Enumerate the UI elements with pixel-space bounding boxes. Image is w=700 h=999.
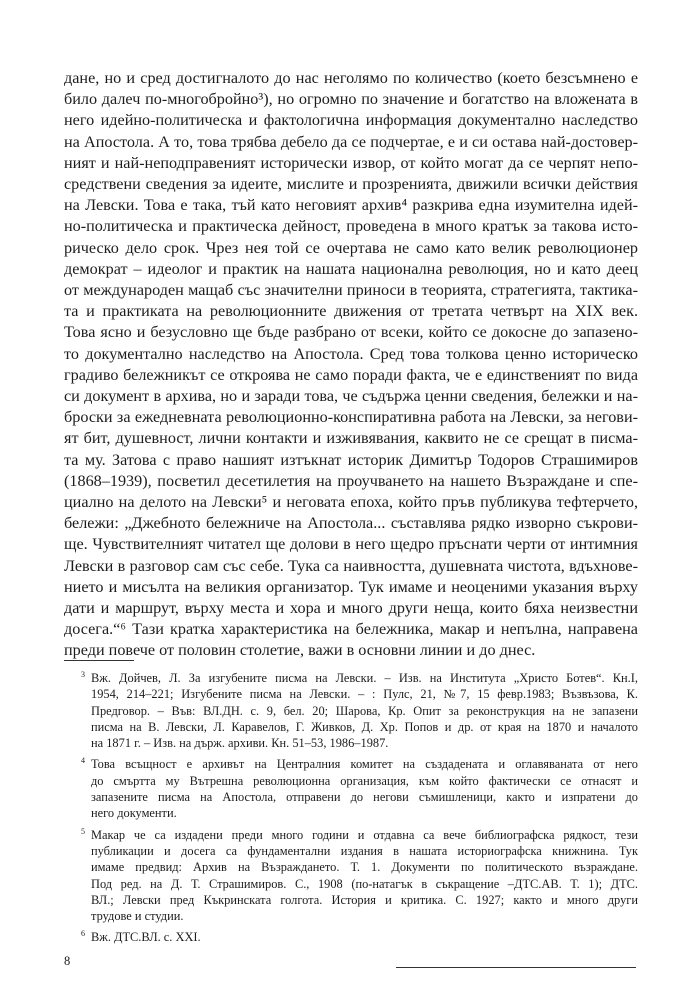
- footnote-line: Под ред. на Д. Т. Страшимиров. С., 1908 (по-натагък в съкращение –ДТС.АВ. Т. 1); ДТС.: [91, 876, 638, 891]
- footnote-line: Вж. Дойчев, Л. За изгубените писма на Левски. – Изв. на Института „Христо Ботев“. Кн.I,: [91, 671, 638, 685]
- footnote-line: ВЛ.; Левски пред Къкринската голгота. История и критика. С. 1927; както и много други: [91, 892, 638, 907]
- body-line: него идейно-политическа и фактологична информация документално наследство: [64, 111, 638, 130]
- body-line: то документално наследство на Апостола. Сред това толкова ценно историческо: [64, 344, 638, 363]
- body-line: ният и най-неподправеният исторически извор, от който могат да се черпят непо-: [64, 153, 638, 172]
- page-number: 8: [64, 954, 71, 968]
- footnote-line: запазените писма на Апостола, отправени до негови съмишленици, както и изпратени до: [91, 790, 638, 805]
- footnote-line: писма на В. Левски, Л. Каравелов, Г. Живков, Д. Хр. Попов и др. от края на 1870 и началото: [91, 719, 638, 734]
- footnote-line: имаме предвид: Архив на Възраждането. Т. 1. Документи по политическото възраждане.: [91, 860, 638, 875]
- footnote-5: [64, 827, 638, 925]
- bottom-rule: [396, 967, 636, 968]
- footnote-number: 3: [81, 670, 85, 679]
- body-line: досега.“⁶ Тази кратка характеристика на бележника, макар и непълна, направена: [64, 620, 638, 639]
- footnote-line: публикации и досега са фундаментални издания в нашата историографска книжнина. Тук: [91, 843, 638, 858]
- main-text-body: [64, 68, 638, 662]
- footnote-line: до смъртта му Вътрешна революционна организация, към който фактически се отнасят и: [91, 773, 638, 788]
- footnote-line: Предговор. – Във: ВЛ.ДН. с. 9, бел. 20; Шарова, Кр. Опит за реконструкция на не запазени: [91, 703, 638, 718]
- body-line: Левски в разговор сам със себе. Тука са наивността, душевната чистота, вдъхнове-: [64, 556, 638, 575]
- body-line: ят бит, душевност, лични контакти и изживявания, каквито не се срещат в писма-: [64, 429, 638, 448]
- footnote-line: Макар че са издадени преди много години и отдавна са вече библиографска рядкост, тези: [91, 827, 638, 842]
- footnote-4: [64, 756, 638, 821]
- body-line: демократ – идеолог и практик на нашата национална революция, но и като деец: [64, 259, 638, 278]
- footnote-line: Вж. ДТС.ВЛ. с. XXI.: [91, 930, 201, 945]
- footnote-number: 6: [81, 929, 85, 939]
- body-line: преди повече от половин столетие, важи в основни линии и до днес.: [64, 641, 536, 660]
- footnote-line: 1954, 214–221; Изгубените писма на Левски. – : Пулс, 21, №7, 15 февр.1983; Възвъзова, К.: [91, 687, 638, 702]
- footnote-line: трудове и студии.: [91, 909, 184, 924]
- footnotes: [64, 670, 638, 951]
- body-line: от международен мащаб със значителни приноси в теорията, стратегията, тактика-: [64, 281, 638, 300]
- body-line: бележи: „Джебното бележниче на Апостола... съставлява рядко изворно съкрови-: [64, 514, 638, 533]
- body-line: циално на делото на Левски⁵ и неговата епоха, който пръв публикува тефтерчето,: [64, 493, 638, 512]
- body-line: средствени сведения за идеите, мислите и прозренията, движили всички действия: [64, 175, 638, 194]
- body-line: (1868–1939), посветил десетилетия на проучването на нашето Възраждане и спе-: [64, 471, 638, 490]
- footnote-6: [64, 929, 638, 945]
- body-line: но-политическа и практическа дейност, проведена в много кратък за такова исто-: [64, 217, 638, 236]
- body-line: ще. Чувствителният читател ще долови в него щедро пръснати черти от интимния: [64, 535, 638, 554]
- footnote-number: 4: [81, 756, 85, 766]
- footnote-separator: [64, 660, 134, 661]
- footnote-number: 5: [81, 826, 85, 836]
- body-line: на Апостола. А то, това трябва дебело да се подчертае, е и си остава най-достовер-: [64, 132, 638, 151]
- body-line: Това ясно и безусловно ще бъде разбрано от всеки, който се докосне до запазено-: [64, 323, 638, 342]
- body-line: на Левски. Това е така, тъй като неговият архив⁴ разкрива една изумителна идей-: [64, 196, 638, 215]
- body-line: дане, но и сред достигналото до нас неголямо по количество (което безсъмнено е: [64, 69, 638, 87]
- body-line: рическо дело срок. Чрез нея той се очертава не само като велик революционер: [64, 238, 638, 257]
- body-line: си документ в архива, но и заради това, че съдържа ценни сведения, бележки и на-: [64, 387, 638, 406]
- footnote-line: Това всъщност е архивът на Централния комитет на създадената и оглавяваната от него: [91, 757, 638, 772]
- body-line: нието и мисълта на великия организатор. Тук имаме и неоценими указания върху: [64, 577, 638, 596]
- body-line: та и практиката на революционните движения от третата четвърт на XIX век.: [64, 302, 638, 321]
- body-line: дати и маршрут, върху места и хора и много други неща, които бяха неизвестни: [64, 599, 638, 618]
- footnote-3: [64, 670, 638, 751]
- body-line: броски за ежедневната революционно-конспиративна работа на Левски, за негови-: [64, 408, 638, 427]
- footnote-line: на 1871 г. – Изв. на държ. архиви. Кн. 51–53, 1986–1987.: [91, 736, 389, 751]
- body-line: градиво бележникът се откроява не само поради факта, че е единственият по вида: [64, 365, 638, 384]
- footnote-line: него документи.: [91, 806, 177, 821]
- body-line: та му. Затова с право нашият изтъкнат историк Димитър Тодоров Страшимиров: [64, 450, 638, 469]
- body-line: било далеч по-многобройно³), но огромно по значение и богатство на вложената в: [64, 90, 638, 109]
